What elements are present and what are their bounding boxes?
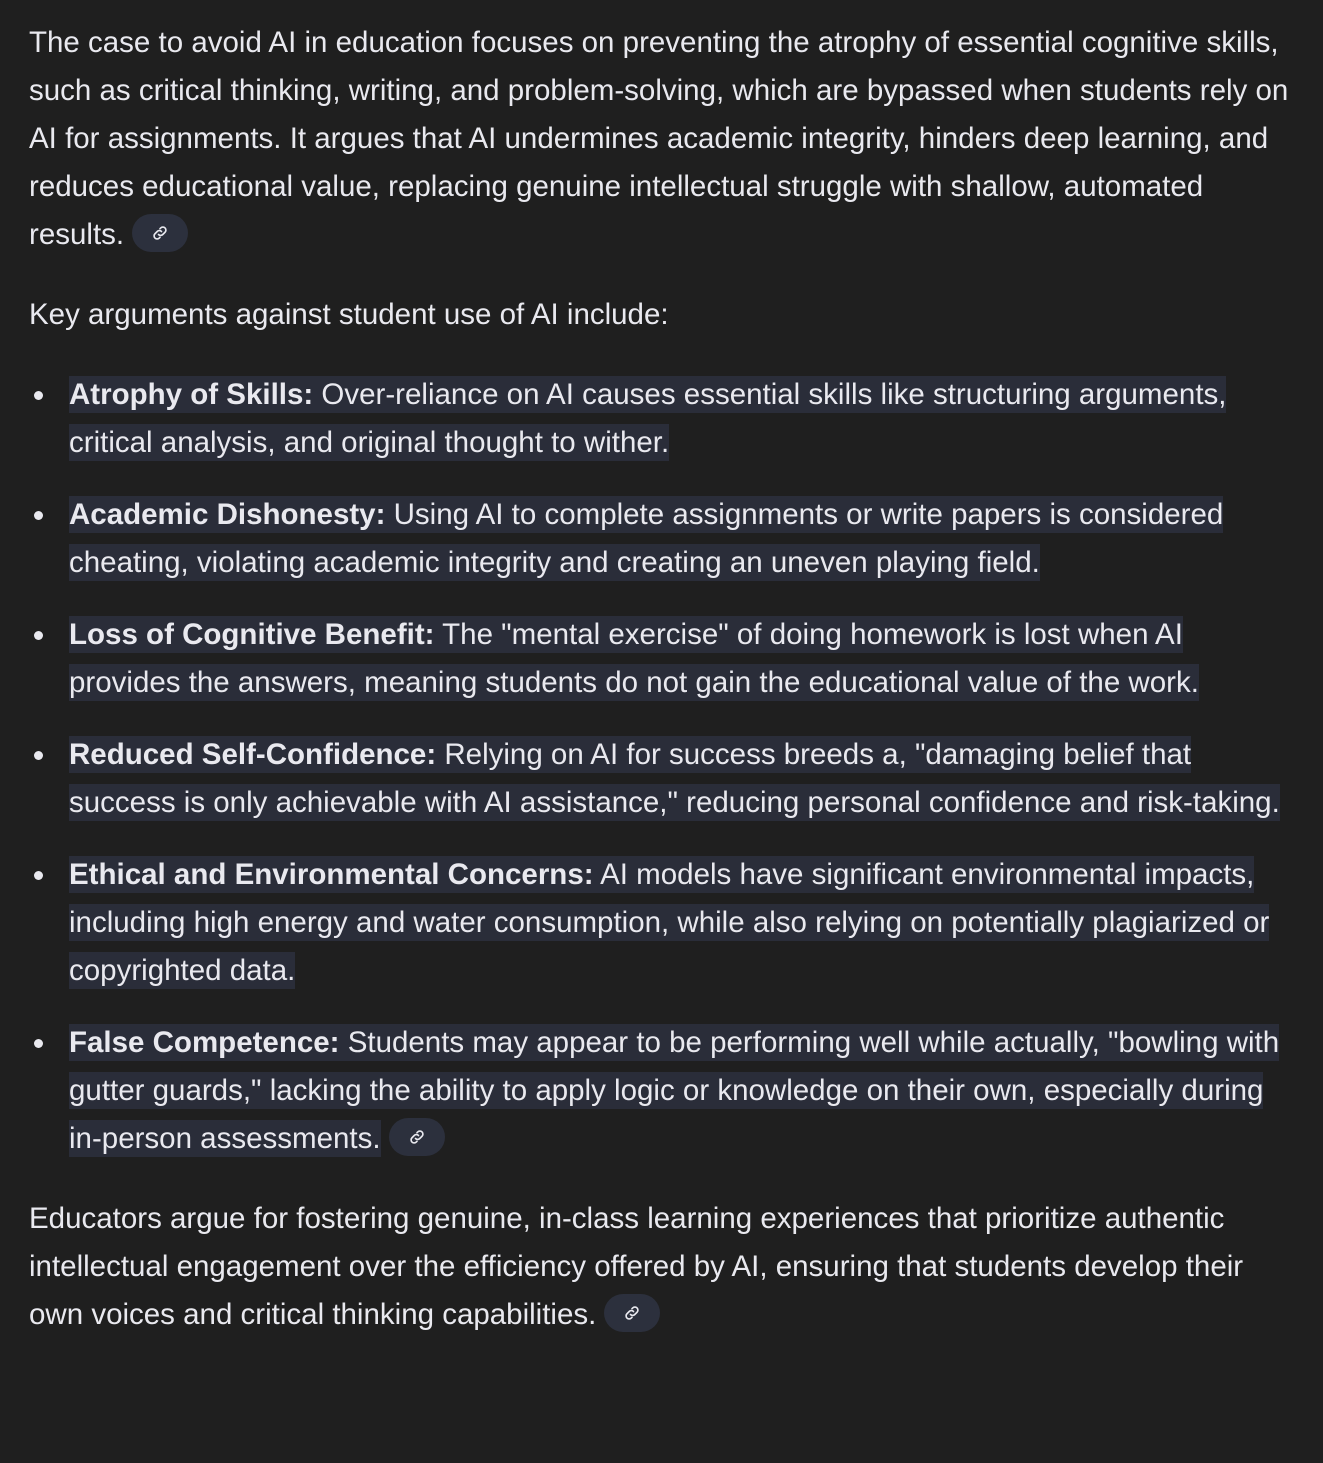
- link-icon: [408, 1128, 426, 1146]
- source-link-button[interactable]: [389, 1118, 445, 1156]
- list-item: [29, 851, 1299, 995]
- item-text: Over-reliance on AI causes essential skills like structuring arguments, critical analysis, and original thought to wither.: [69, 378, 1227, 459]
- source-link-button[interactable]: [132, 214, 188, 252]
- list-item: [29, 611, 1299, 707]
- bullet: [34, 511, 43, 520]
- item-term: Reduced Self-Confidence:: [69, 738, 437, 771]
- item-term: Ethical and Environmental Concerns:: [69, 858, 594, 891]
- item-text: AI models have significant environmental impacts, including high energy and water consumption, while also relying on potentially plagiarized or copyrighted data.: [69, 858, 1270, 987]
- source-link-button[interactable]: [604, 1294, 660, 1332]
- arguments-list: [29, 371, 1299, 1163]
- list-item: [29, 371, 1299, 467]
- intro-paragraph: [29, 19, 1299, 259]
- link-icon: [151, 224, 169, 242]
- link-icon: [623, 1304, 641, 1322]
- conclusion-text: Educators argue for fostering genuine, in-class learning experiences that prioritize authentic intellectual engagement over the efficiency offered by AI, ensuring that students develop their own voices and critical thinking capabilities.: [29, 1202, 1244, 1331]
- list-lead: Key arguments against student use of AI include:: [29, 298, 669, 331]
- item-term: Academic Dishonesty:: [69, 498, 386, 531]
- bullet: [34, 751, 43, 760]
- item-term: Atrophy of Skills:: [69, 378, 314, 411]
- item-text: The "mental exercise" of doing homework is lost when AI provides the answers, meaning students do not gain the educational value of the work.: [69, 618, 1199, 699]
- bullet: [34, 871, 43, 880]
- item-term: Loss of Cognitive Benefit:: [69, 618, 435, 651]
- item-text: Relying on AI for success breeds a, "damaging belief that success is only achievable with AI assistance," reducing personal confidence and risk-taking.: [69, 738, 1280, 819]
- conclusion-paragraph: [29, 1195, 1299, 1339]
- item-term: False Competence:: [69, 1026, 340, 1059]
- list-item: [29, 491, 1299, 587]
- bullet: [34, 391, 43, 400]
- item-text: Using AI to complete assignments or write papers is considered cheating, violating academic integrity and creating an uneven playing field.: [69, 498, 1224, 579]
- list-item: [29, 1019, 1299, 1163]
- bullet: [34, 1039, 43, 1048]
- list-item: [29, 731, 1299, 827]
- intro-text: The case to avoid AI in education focuses on preventing the atrophy of essential cognitive skills, such as critical thinking, writing, and problem-solving, which are bypassed when students rely on AI for assignments. It argues that AI undermines academic integrity, hinders deep learning, and reduces educational value, replacing genuine intellectual struggle with shallow, automated results.: [29, 26, 1289, 251]
- bullet: [34, 631, 43, 640]
- item-text: Students may appear to be performing well while actually, "bowling with gutter guards," lacking the ability to apply logic or knowledge on their own, especially during in-person assessments.: [69, 1026, 1280, 1155]
